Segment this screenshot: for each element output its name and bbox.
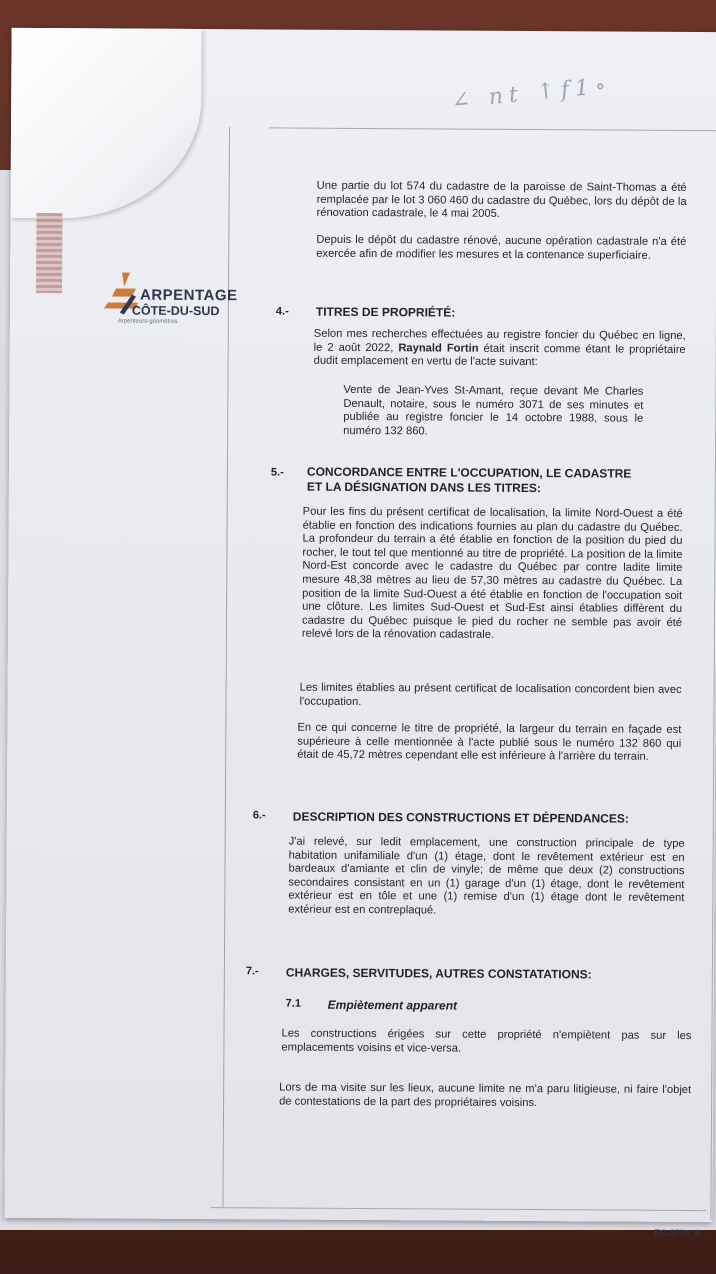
subsection-7-1-title: Empiètement apparent (327, 997, 458, 1013)
section-4-quote: Vente de Jean-Yves St-Amant, reçue devant Me Charles Denault, notaire, sous le numéro 3071 de ses minutes et publiée au registre foncier le 14 octobre 1988, sous le numéro 132 860. (343, 383, 644, 438)
section-5-paragraph-2: Les limites établies au présent certificat de localisation concordent bien avec l'occupation. (299, 681, 682, 708)
section-6-number: 6.- (252, 809, 266, 822)
folded-corner (10, 28, 201, 219)
intro-paragraph-1: Une partie du lot 574 du cadastre de la paroisse de Saint-Thomas a été remplacée par le lot 3 060 460 du cadastre du Québec, lors du dépôt de la rénovation cadastrale, le 4 mai 2005. (316, 179, 687, 221)
owner-name: Raynald Fortin (398, 341, 479, 355)
section-7-number: 7.- (245, 965, 259, 978)
top-rule (269, 127, 716, 131)
perforation-stamp (36, 213, 62, 293)
logo-name: ARPENTAGE (139, 286, 238, 305)
bottom-rule (210, 1207, 706, 1211)
section-6-title: DESCRIPTION DES CONSTRUCTIONS ET DÉPENDANCES: (292, 809, 629, 826)
section-4-number: 4.- (275, 305, 289, 318)
section-4-text-end: était inscrit comme étant le propriétaire dudit emplacement en vertu de l'acte suivant: (313, 342, 686, 369)
logo-tagline: Arpenteurs-géomètres (117, 318, 178, 325)
logo-subname: CÔTE-DU-SUD (131, 303, 220, 319)
section-7-paragraph-1: Les constructions érigées sur cette propriété n'empiètent pas sur les emplacements voisins et vice-versa. (281, 1027, 692, 1055)
section-5-paragraph-1: Pour les fins du présent certificat de localisation, la limite Nord-Ouest a été établie en fonction des indications fournies au plan du cadastre du Québec. La profondeur du terrain a été établie en fonction de la position du pied du rocher, le tout tel que mentionné au titre de propriété. La position de la limite Nord-Est concorde avec le cadastre du Québec par contre ladite limite mesure 48,38 mètres au lieu de 57,30 mètres au cadastre du Québec. La position de la limite Sud-Ouest a été établie en fonction de l'occupation soit une clôture. Les limites Sud-Ouest et Sud-Est ainsi établies diffèrent du cadastre du Québec puisque le pied du rocher ne semble pas avoir été relevé lors de la rénovation cadastrale. (301, 505, 683, 642)
section-4-text-start: Selon mes recherches effectuées au registre foncier du Québec en ligne, le 2 août 2022, (313, 327, 686, 354)
section-7-paragraph-2: Lors de ma visite sur les lieux, aucune limite ne m'a paru litigieuse, ni faire l'objet de contestations de la part des propriétaires voisins. (279, 1081, 692, 1109)
section-5-title-line-2: ET LA DÉSIGNATION DANS LES TITRES: (306, 479, 541, 496)
section-4-paragraph (314, 328, 686, 371)
subsection-7-1-number: 7.1 (285, 997, 302, 1010)
section-5-number: 5.- (270, 466, 284, 479)
handwritten-mark: ∠ nt ↑f1∘ (450, 73, 613, 114)
section-5-title-line-1: CONCORDANCE ENTRE L'OCCUPATION, LE CADASTRE (306, 464, 632, 481)
section-6-paragraph: J'ai relevé, sur ledit emplacement, une construction principale de type habitation unifamiliale d'un (1) étage, dont le revêtement extérieur est en bardeaux d'amiante et clin de vinyle; de même que deux (2) constructions secondaires consistant en un (1) garage d'un (1) étage, dont le revêtement extérieur est en tôle et une (1) remise d'un (1) étage dont le revêtement extérieur est en contreplaqué. (288, 835, 685, 917)
section-7-title: CHARGES, SERVITUDES, AUTRES CONSTATATIONS: (285, 965, 592, 982)
company-logo (102, 268, 252, 329)
document-code: EC-3774_2 (654, 1227, 700, 1239)
document-page (4, 28, 716, 1239)
section-4-title: TITRES DE PROPRIÉTÉ: (315, 304, 456, 320)
intro-paragraph-2: Depuis le dépôt du cadastre rénové, aucune opération cadastrale n'a été exercée afin de modifier les mesures et la contenance superficiaire. (316, 233, 687, 262)
section-5-paragraph-3: En ce qui concerne le titre de propriété, la largeur du terrain en façade est supérieure à celle mentionnée à l'acte publié sous le numéro 132 860 qui était de 45,72 mètres cependant elle est inférieure à l'arrière du terrain. (297, 721, 682, 763)
